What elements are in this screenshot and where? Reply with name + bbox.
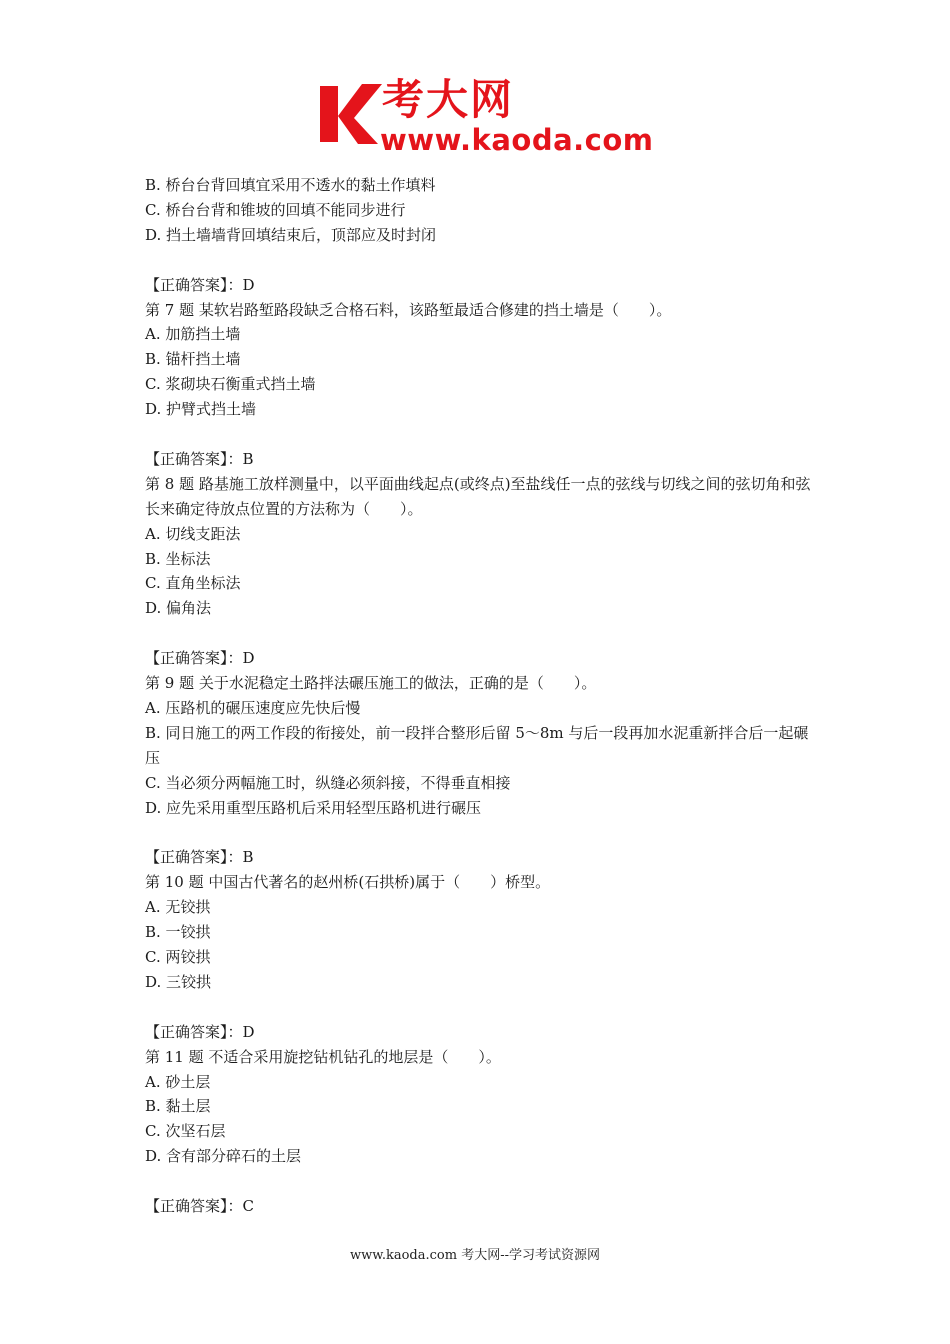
option-line: A. 无铰拱: [145, 898, 211, 917]
option-line: A. 切线支距法: [145, 524, 241, 543]
option-line: C. 桥台台背和锥坡的回填不能同步进行: [145, 200, 406, 219]
option-line: D. 挡土墙墙背回填结束后，顶部应及时封闭: [145, 225, 437, 244]
option-line: C. 两铰拱: [145, 948, 211, 967]
option-line: C. 次坚石层: [145, 1122, 226, 1141]
option-line: A. 加筋挡土墙: [145, 325, 241, 344]
question-list: [145, 173, 815, 1219]
answer-line: 【正确答案】：B: [145, 848, 254, 867]
logo-url-text: www.kaoda.com: [380, 123, 654, 157]
answer-line: 【正确答案】：D: [145, 275, 255, 294]
option-line: B. 坐标法: [145, 549, 211, 568]
option-line: B. 桥台台背回填宜采用不透水的黏土作填料: [145, 176, 436, 194]
option-line: D. 偏角法: [145, 599, 212, 618]
option-line: B. 一铰拱: [145, 923, 211, 942]
option-line: B. 黏土层: [145, 1097, 211, 1116]
answer-line: 【正确答案】：C: [145, 1197, 254, 1216]
question-stem: 第 9 题 关于水泥稳定土路拌法碾压施工的做法，正确的是（ ）。: [145, 674, 597, 693]
option-line: D. 三铰拱: [145, 972, 212, 991]
option-line: D. 应先采用重型压路机后采用轻型压路机进行碾压: [145, 798, 482, 817]
question-stem: 第 10 题 中国古代著名的赵州桥(石拱桥)属于（ ）桥型。: [145, 873, 551, 892]
option-line: D. 护臂式挡土墙: [145, 400, 257, 419]
answer-line: 【正确答案】：D: [145, 649, 255, 668]
option-line: C. 当必须分两幅施工时，纵缝必须斜接，不得垂直相接: [145, 773, 511, 792]
option-line: A. 压路机的碾压速度应先快后慢: [145, 698, 361, 717]
option-line: D. 含有部分碎石的土层: [145, 1147, 302, 1166]
k-logo-icon: [318, 78, 388, 150]
question-stem: 第 11 题 不适合采用旋挖钻机钻孔的地层是（ ）。: [145, 1047, 501, 1066]
logo-brand-text: 考大网: [382, 75, 515, 124]
option-line: C. 浆砌块石衡重式挡土墙: [145, 375, 316, 394]
option-line: B. 同日施工的两工作段的衔接处，前一段拌合整形后留 5～8m 与后一段再加水泥重新拌合后一起碾压: [145, 723, 809, 767]
site-logo: [318, 75, 654, 160]
page-footer: www.kaoda.com 考大网--学习考试资源网: [350, 1248, 600, 1263]
option-line: B. 锚杆挡土墙: [145, 350, 241, 369]
answer-line: 【正确答案】：D: [145, 1022, 255, 1041]
question-stem: 第 8 题 路基施工放样测量中，以平面曲线起点(或终点)至盐线任一点的弦线与切线之间的弦切角和弦长来确定待放点位置的方法称为（ ）。: [145, 474, 811, 518]
question-stem: 第 7 题 某软岩路堑路段缺乏合格石料，该路堑最适合修建的挡土墙是（ ）。: [145, 300, 672, 319]
option-line: C. 直角坐标法: [145, 574, 241, 593]
answer-line: 【正确答案】：B: [145, 449, 254, 468]
option-line: A. 砂土层: [145, 1072, 211, 1091]
